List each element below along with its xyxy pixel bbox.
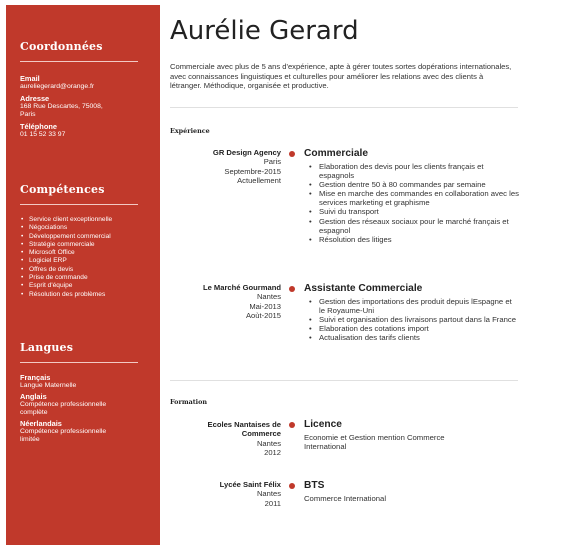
skill-item: • Prise de commande xyxy=(29,274,146,282)
education-meta xyxy=(166,420,281,457)
skill-item: • Esprit d'équipe xyxy=(29,282,146,290)
school-year: 2012 xyxy=(264,447,281,457)
job-end: Aoùt-2015 xyxy=(245,310,281,320)
job-start: Septembre-2015 xyxy=(224,166,281,176)
school-name: Lycée Saint Félix xyxy=(219,480,281,489)
job-start: Mai-2013 xyxy=(249,301,281,311)
job-bullet: • Actualisation des tarifs clients xyxy=(319,333,519,342)
timeline-dot xyxy=(289,151,295,157)
job-end: Actuellement xyxy=(237,175,281,185)
job-city: Paris xyxy=(263,157,281,167)
job-bullet: • Gestion des réseaux sociaux pour le marché français et espagnol xyxy=(319,217,519,235)
job-bullet: • Gestion des importations des produit depuis lEspagne et le Royaume-Uni xyxy=(319,297,519,315)
skills-divider xyxy=(20,204,138,205)
job-details xyxy=(304,148,519,244)
language-name: Français xyxy=(20,373,51,382)
skill-item: • Offres de devis xyxy=(29,266,146,274)
candidate-name: Aurélie Gerard xyxy=(170,16,359,46)
job-bullet: • Elaboration des devis pour les clients français et espagnols xyxy=(319,162,519,180)
education-meta xyxy=(166,480,281,508)
address-line2: Paris xyxy=(20,111,36,118)
degree-description: Economie et Gestion mention Commerce International xyxy=(304,433,445,452)
languages-section xyxy=(20,341,146,444)
skill-item: • Résolution des problèmes xyxy=(29,291,146,299)
phone-label: Téléphone xyxy=(20,122,57,131)
school-name: Commerce xyxy=(241,429,281,439)
skill-item: • Logiciel ERP xyxy=(29,257,146,265)
language-level: complète xyxy=(20,409,48,416)
school-year: 2011 xyxy=(264,498,281,508)
contact-divider xyxy=(20,61,138,62)
job-title: Commerciale xyxy=(304,148,368,159)
sidebar xyxy=(6,5,160,545)
job-bullet: • Gestion dentre 50 à 80 commandes par semaine xyxy=(319,180,519,189)
email-value: aureliegerard@orange.fr xyxy=(20,83,95,90)
languages-divider xyxy=(20,362,138,363)
skill-item: • Microsoft Office xyxy=(29,249,146,257)
job-bullet: • Suivi et organisation des livraisons partout dans la France xyxy=(319,315,519,324)
contact-section xyxy=(20,40,146,139)
job-bullet: • Elaboration des cotations import xyxy=(319,324,519,333)
language-level: Compétence professionnelle xyxy=(20,401,107,408)
address-line1: 168 Rue Descartes, 75008, xyxy=(20,103,103,110)
contact-title: Coordonnées xyxy=(20,40,103,53)
skills-section xyxy=(20,183,146,299)
job-details xyxy=(304,283,519,342)
skill-item: • Développement commercial xyxy=(29,233,146,241)
job-bullets xyxy=(304,297,519,342)
address-label: Adresse xyxy=(20,94,50,103)
job-city: Nantes xyxy=(256,292,281,302)
language-level: limitée xyxy=(20,436,40,443)
languages-title: Langues xyxy=(20,341,74,354)
skill-item: • Service client exceptionnelle xyxy=(29,216,146,224)
degree-title: BTS xyxy=(304,480,325,491)
experience-label: Expérience xyxy=(170,127,210,135)
skill-item: • Négociations xyxy=(29,224,146,232)
job-title: Assistante Commerciale xyxy=(304,283,423,294)
profile-summary: Commerciale avec plus de 5 ans d'expérience, apte à gérer toutes sortes dopérations internationales, avec connaissances linguistiques et culturelles pour améliorer les relations avec des clients à létranger. Méthodique, organisée et productive. xyxy=(170,62,512,90)
skills-title: Compétences xyxy=(20,183,105,196)
divider xyxy=(170,107,518,108)
degree-description: Commerce International xyxy=(304,494,387,503)
timeline-dot xyxy=(289,286,295,292)
job-bullets xyxy=(304,162,519,244)
education-details xyxy=(304,480,519,503)
timeline-dot xyxy=(289,483,295,489)
timeline-dot xyxy=(289,422,295,428)
education-details xyxy=(304,419,519,452)
education-label: Formation xyxy=(170,398,208,406)
job-organization: GR Design Agency xyxy=(212,148,281,157)
job-bullet: • Résolution des litiges xyxy=(319,235,519,244)
school-city: Nantes xyxy=(256,489,281,499)
job-bullet: • Mise en marche des commandes en collaboration avec les services marketing et graphisme xyxy=(319,189,519,207)
job-meta xyxy=(166,283,281,320)
language-level: Langue Maternelle xyxy=(20,382,77,389)
language-name: Néerlandais xyxy=(20,419,62,428)
language-level: Compétence professionnelle xyxy=(20,428,107,435)
job-organization: Le Marché Gourmand xyxy=(202,283,281,292)
degree-title: Licence xyxy=(304,419,342,430)
skills-list xyxy=(20,216,146,299)
phone-value: 01 15 52 33 97 xyxy=(20,131,66,138)
job-meta xyxy=(166,148,281,185)
job-bullet: • Suivi du transport xyxy=(319,207,519,216)
school-name: Ecoles Nantaises de xyxy=(207,420,281,429)
school-city: Nantes xyxy=(256,438,281,448)
skill-item: • Stratégie commerciale xyxy=(29,241,146,249)
email-label: Email xyxy=(20,74,40,83)
divider xyxy=(170,380,518,381)
language-name: Anglais xyxy=(20,392,47,401)
